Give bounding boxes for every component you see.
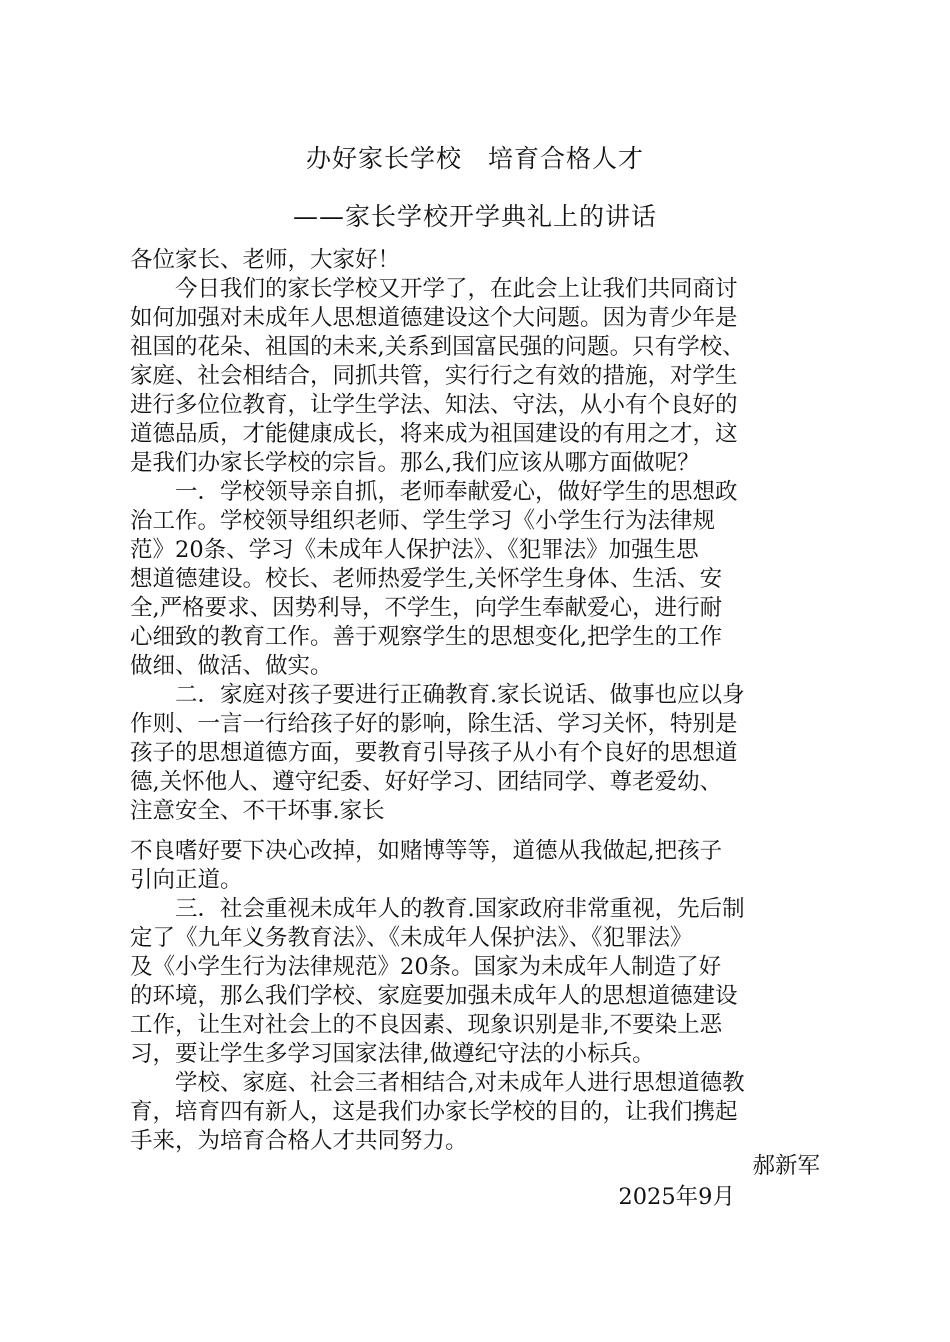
body-line: 一．学校领导亲自抓，老师奉献爱心，做好学生的思想政 — [130, 479, 738, 505]
body-line: 做细、做活、做实。 — [130, 653, 333, 679]
document-subtitle: ——家长学校开学典礼上的讲话 — [292, 202, 657, 231]
greeting: 各位家长、老师，大家好！ — [130, 247, 401, 273]
signature-date: 2025年9月 — [618, 1184, 735, 1210]
body-line: 三．社会重视未成年人的教育.国家政府非常重视，先后制 — [130, 896, 745, 922]
body-line: 育，培育四有新人，这是我们办家长学校的目的，让我们携起 — [130, 1099, 738, 1125]
body-line: 注意安全、不干坏事.家长 — [130, 798, 385, 824]
body-line: 祖国的花朵、祖国的未来,关系到国富民强的问题。只有学校、 — [130, 334, 745, 360]
body-line: 工作，让生对社会上的不良因素、现象识别是非,不要染上恶 — [130, 1012, 723, 1038]
body-line: 的环境，那么我们学校、家庭要加强未成年人的思想道德建设 — [130, 983, 738, 1009]
body-line: 今日我们的家长学校又开学了，在此会上让我们共同商讨 — [130, 276, 738, 302]
body-line: 德,关怀他人、遵守纪委、好好学习、团结同学、尊老爱幼、 — [130, 769, 723, 795]
body-line: 定了《九年义务教育法》、《未成年人保护法》、《犯罪法》 — [130, 925, 693, 951]
body-line: 心细致的教育工作。善于观察学生的思想变化,把学生的工作 — [130, 624, 723, 650]
body-line: 作则、一言一行给孩子好的影响，除生活、学习关怀，特别是 — [130, 711, 738, 737]
body-line: 不良嗜好要下决心改掉，如赌博等等，道德从我做起,把孩子 — [130, 838, 723, 864]
body-line: 及《小学生行为法律规范》20条。国家为未成年人制造了好 — [130, 954, 722, 980]
body-line: 二．家庭对孩子要进行正确教育.家长说话、做事也应以身 — [130, 682, 745, 708]
body-line: 进行多位位教育，让学生学法、知法、守法，从小有个良好的 — [130, 392, 738, 418]
body-line: 家庭、社会相结合，同抓共管，实行行之有效的措施，对学生 — [130, 363, 738, 389]
signature-name: 郝新军 — [752, 1153, 820, 1179]
body-line: 范》20条、学习《未成年人保护法》、《犯罪法》加强生思 — [130, 537, 699, 563]
body-line: 如何加强对未成年人思想道德建设这个大问题。因为青少年是 — [130, 305, 738, 331]
body-line: 孩子的思想道德方面，要教育引导孩子从小有个良好的思想道 — [130, 740, 738, 766]
body-line: 全,严格要求、因势利导，不学生，向学生奉献爱心，进行耐 — [130, 595, 723, 621]
body-line: 引向正道。 — [130, 867, 243, 893]
body-line: 治工作。学校领导组织老师、学生学习《小学生行为法律规 — [130, 508, 716, 534]
body-line: 是我们办家长学校的宗旨。那么,我们应该从哪方面做呢？ — [130, 450, 700, 476]
body-line: 手来，为培育合格人才共同努力。 — [130, 1128, 468, 1154]
body-line: 想道德建设。校长、老师热爱学生,关怀学生身体、生活、安 — [130, 566, 723, 592]
body-line: 道德品质，才能健康成长，将来成为祖国建设的有用之才，这 — [130, 421, 738, 447]
body-line: 习，要让学生多学习国家法律,做遵纪守法的小标兵。 — [130, 1041, 655, 1067]
body-line: 学校、家庭、社会三者相结合,对未成年人进行思想道德教 — [130, 1070, 745, 1096]
document-title: 办好家长学校 培育合格人才 — [305, 144, 644, 173]
